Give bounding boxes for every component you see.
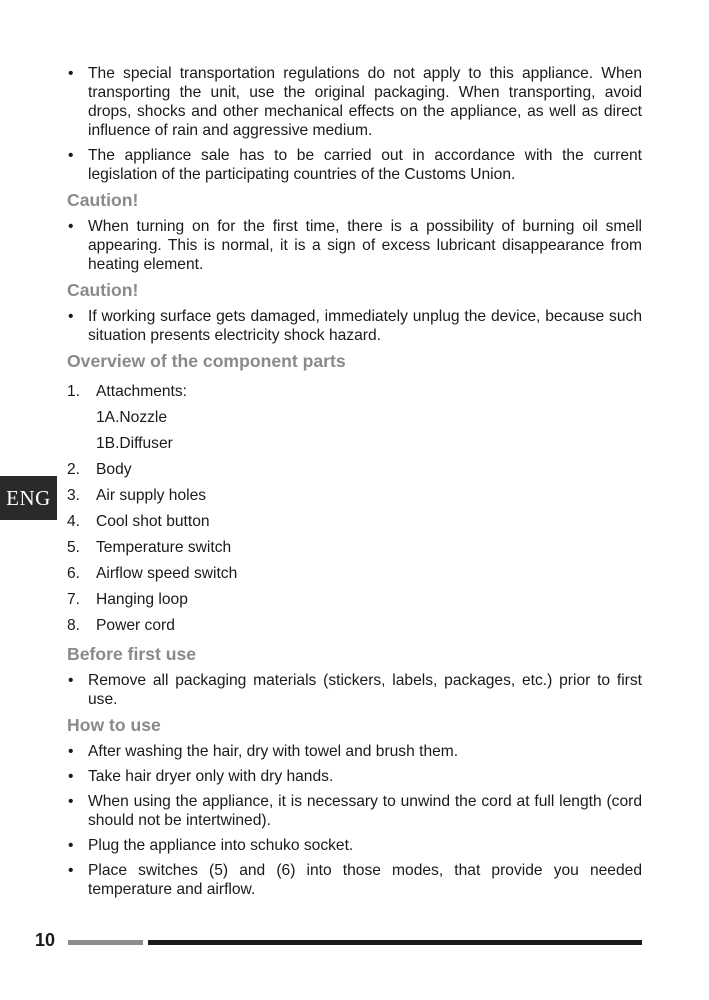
list-item xyxy=(67,742,642,761)
list-item xyxy=(67,217,642,274)
numbered-item xyxy=(67,378,642,404)
list-item xyxy=(67,767,642,786)
before-first-use-heading: Before first use xyxy=(67,644,197,664)
list-item xyxy=(67,307,642,345)
overview-heading: Overview of the component parts xyxy=(67,351,346,371)
numbered-item xyxy=(67,586,642,612)
caution-heading: Caution! xyxy=(67,280,139,300)
bullet-mark: • xyxy=(68,147,74,164)
page-number: 10 xyxy=(35,930,56,950)
bullet-text: The special transportation regulations do not apply to this appliance. When transporting the unit, use the original packaging. When transporting, avoid drops, shocks and other mechanical effects on the appliance, as well as direct influence of rain and aggressive medium. xyxy=(88,65,642,139)
item-number: 7. xyxy=(67,590,81,608)
bullet-text: Plug the appliance into schuko socket. xyxy=(88,837,354,854)
numbered-item xyxy=(67,482,642,508)
bullet-mark: • xyxy=(68,65,74,82)
list-item xyxy=(67,64,642,140)
bullet-mark: • xyxy=(68,768,74,785)
item-number: 6. xyxy=(67,564,81,582)
item-label: Cool shot button xyxy=(96,512,210,530)
item-label: Hanging loop xyxy=(96,590,188,608)
numbered-item xyxy=(67,612,642,638)
numbered-item xyxy=(67,560,642,586)
sub-item: 1B.Diffuser xyxy=(96,434,173,452)
item-number: 4. xyxy=(67,512,81,530)
bullet-text: Remove all packaging materials (stickers, labels, packages, etc.) prior to first use. xyxy=(88,672,642,708)
item-label: Attachments: xyxy=(96,382,188,400)
numbered-item xyxy=(67,456,642,482)
caution-heading: Caution! xyxy=(67,190,139,210)
bullet-mark: • xyxy=(68,837,74,854)
language-tab: ENG xyxy=(0,476,57,520)
footer-rule-black xyxy=(148,940,642,945)
bullet-text: When using the appliance, it is necessary to unwind the cord at full length (cord should not be intertwined). xyxy=(88,793,642,829)
bullet-mark: • xyxy=(68,862,74,879)
footer-rule-grey xyxy=(68,940,143,945)
sub-item: 1A.Nozzle xyxy=(96,408,168,426)
bullet-text: Take hair dryer only with dry hands. xyxy=(88,768,334,785)
manual-page-content xyxy=(67,64,642,905)
list-item xyxy=(67,146,642,184)
item-number: 5. xyxy=(67,538,81,556)
bullet-text: If working surface gets damaged, immediately unplug the device, because such situation presents electricity shock hazard. xyxy=(88,308,642,344)
numbered-item xyxy=(67,508,642,534)
bullet-mark: • xyxy=(68,218,74,235)
item-number: 8. xyxy=(67,616,81,634)
bullet-mark: • xyxy=(68,743,74,760)
item-label: Power cord xyxy=(96,616,175,634)
item-label: Airflow speed switch xyxy=(96,564,238,582)
item-number: 2. xyxy=(67,460,81,478)
list-item xyxy=(67,861,642,899)
item-label: Body xyxy=(96,460,132,478)
list-item xyxy=(67,792,642,830)
list-item xyxy=(67,836,642,855)
bullet-text: When turning on for the first time, there is a possibility of burning oil smell appearing. This is normal, it is a sign of excess lubricant disappearance from heating element. xyxy=(88,218,642,273)
list-item xyxy=(67,671,642,709)
item-label: Temperature switch xyxy=(96,538,232,556)
bullet-mark: • xyxy=(68,672,74,689)
item-number: 1. xyxy=(67,382,81,400)
bullet-text: Place switches (5) and (6) into those modes, that provide you needed temperature and airflow. xyxy=(88,862,642,898)
bullet-mark: • xyxy=(68,308,74,325)
bullet-text: The appliance sale has to be carried out in accordance with the current legislation of the participating countries of the Customs Union. xyxy=(88,147,642,183)
item-label: Air supply holes xyxy=(96,486,207,504)
bullet-mark: • xyxy=(68,793,74,810)
how-to-use-heading: How to use xyxy=(67,715,161,735)
item-number: 3. xyxy=(67,486,81,504)
bullet-text: After washing the hair, dry with towel and brush them. xyxy=(88,743,459,760)
numbered-item xyxy=(67,534,642,560)
